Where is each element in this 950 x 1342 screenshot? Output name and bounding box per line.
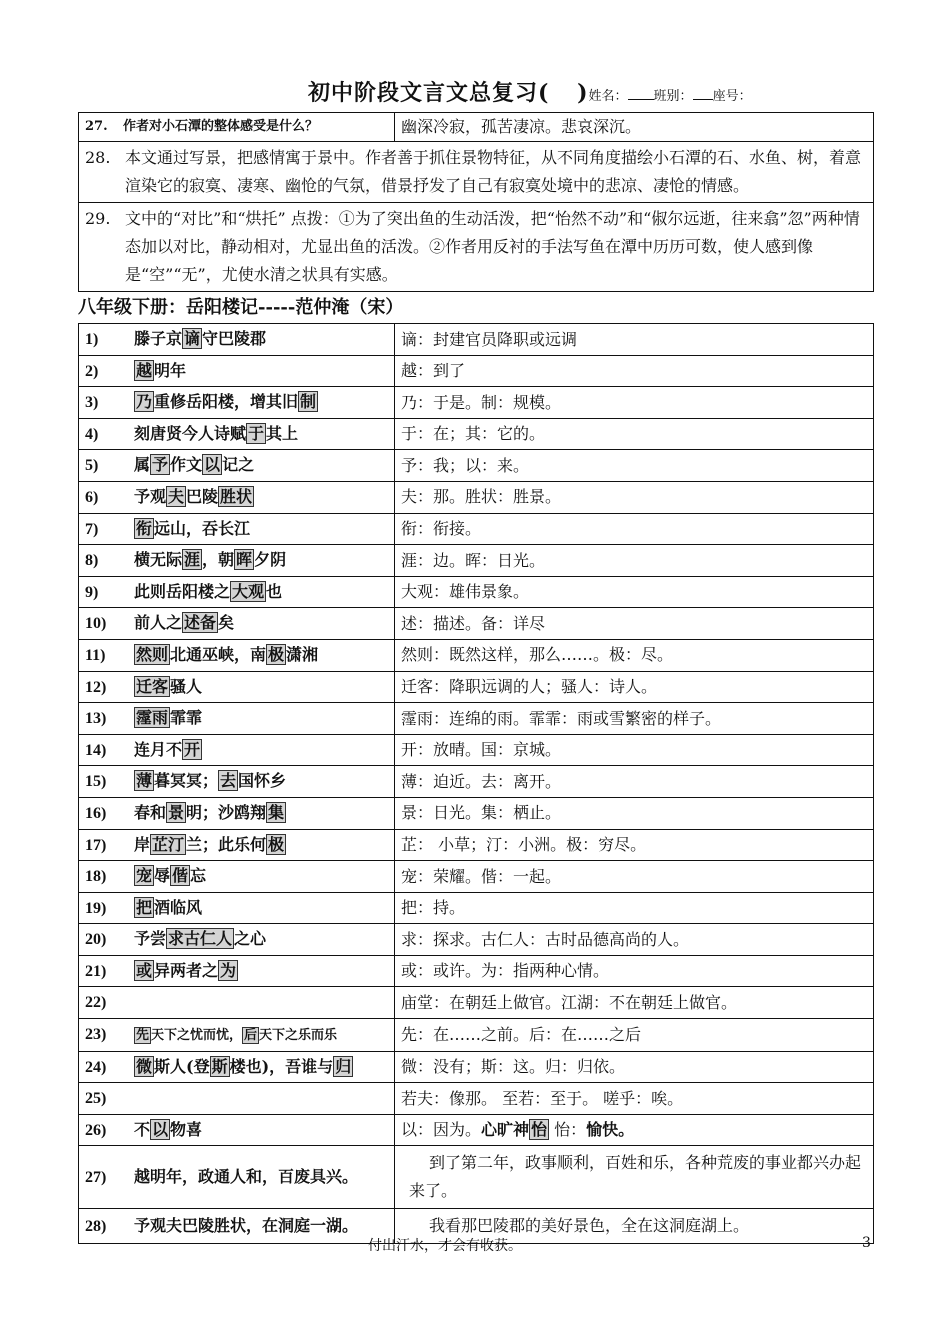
sentence-text xyxy=(134,360,186,381)
sentence-text xyxy=(134,707,202,728)
sentence-cell xyxy=(79,324,395,356)
sentence-cell xyxy=(79,513,395,545)
explanation-cell: 于：在；其：它的。 xyxy=(395,418,874,450)
question-cell: 27. 作者对小石潭的整体感受是什么？ xyxy=(79,113,395,142)
explanation-cell: 把：持。 xyxy=(395,892,874,924)
sentence-cell xyxy=(79,955,395,987)
sentence-cell xyxy=(79,1019,395,1052)
text-fragment: 天下之忧而忧， xyxy=(151,1028,243,1044)
table-row xyxy=(79,450,874,482)
highlighted-word: 以 xyxy=(152,1119,169,1139)
text-fragment: 此则岳阳楼之 xyxy=(134,581,231,601)
page-footer xyxy=(0,1235,950,1255)
text-fragment: 霏霏 xyxy=(170,708,203,728)
explanation-cell: 景：日光。集：栖止。 xyxy=(395,797,874,829)
highlighted-word: 衔 xyxy=(136,518,153,538)
explanation-cell: 求：探求。古仁人：古时品德高尚的人。 xyxy=(395,924,874,956)
row-number: 2) xyxy=(85,362,99,380)
sentence-text xyxy=(134,391,318,412)
sentence-cell xyxy=(79,450,395,482)
sentence-cell xyxy=(79,1051,395,1083)
highlighted-word: 述备 xyxy=(184,613,217,633)
highlighted-word: 大观 xyxy=(232,581,265,601)
table-row xyxy=(79,955,874,987)
explanation-cell: 开：放晴。国：京城。 xyxy=(395,734,874,766)
table-row xyxy=(79,1083,874,1115)
highlighted-word: 景 xyxy=(168,802,185,822)
text-fragment: 物喜 xyxy=(170,1119,203,1139)
highlighted-word: 晖 xyxy=(236,550,253,570)
sentence-cell xyxy=(79,1114,395,1146)
table-row xyxy=(79,1114,874,1146)
text-fragment: 愉快。 xyxy=(586,1120,635,1140)
text-fragment: 予观 xyxy=(134,486,167,506)
sentence-text xyxy=(134,928,266,949)
table-row xyxy=(79,892,874,924)
sentence-text xyxy=(134,423,298,444)
highlighted-word: 然则 xyxy=(136,644,169,664)
table-row xyxy=(79,924,874,956)
text-fragment: 其上 xyxy=(266,423,299,443)
sentence-text xyxy=(134,612,234,633)
explanation-cell: 夫：那。胜状：胜景。 xyxy=(395,481,874,513)
table-row xyxy=(79,387,874,419)
row-number: 7) xyxy=(85,520,99,538)
explanation-cell: 大观：雄伟景象。 xyxy=(395,576,874,608)
row-number: 8) xyxy=(85,552,99,570)
highlighted-word: 偕 xyxy=(172,866,189,886)
explanation-cell: 宠：荣耀。偕：一起。 xyxy=(395,861,874,893)
sentence-text xyxy=(134,770,286,791)
highlighted-word: 把 xyxy=(136,897,153,917)
sentence-text: 予观夫巴陵胜状，在洞庭一湖。 xyxy=(134,1215,359,1235)
highlighted-word: 制 xyxy=(300,392,317,412)
highlighted-word: 胜状 xyxy=(220,486,253,506)
explanation-cell: 涯：边。晖：日光。 xyxy=(395,545,874,577)
table-row xyxy=(79,142,874,203)
table-row xyxy=(79,1019,874,1052)
table-row xyxy=(79,861,874,893)
highlighted-word: 薄 xyxy=(136,771,153,791)
text-fragment: 作文 xyxy=(170,455,203,475)
text-fragment: 明；沙鸥翔 xyxy=(186,802,267,822)
sentence-text xyxy=(134,897,202,918)
footer-motto: 付出汗水，才会有收获。 xyxy=(368,1238,522,1254)
table-row xyxy=(79,355,874,387)
text-fragment: ，朝 xyxy=(202,550,235,570)
highlighted-word: 宠 xyxy=(136,866,153,886)
sentence-text: 越明年，政通人和，百废具兴。 xyxy=(134,1166,359,1186)
sentence-cell xyxy=(79,924,395,956)
explanation-cell: 芷： 小草；汀：小洲。极：穷尽。 xyxy=(395,829,874,861)
explanation-cell: 衔：衔接。 xyxy=(395,513,874,545)
note-cell: 29. 文中的“对比”和“烘托” 点拨：①为了突出鱼的生动活泼，把“怡然不动”和“俶尔远逝，往来翕”忽”两种情态加以对比，静动相对，尤显出鱼的活泼。②作者用反衬的手法写鱼在潭中历历可数，使人感到像是“空”“无”，尤使水清之状具有实感。 xyxy=(79,203,874,292)
text-fragment: 巴陵 xyxy=(186,486,219,506)
row-number: 21) xyxy=(85,962,107,980)
xiaoshitan-review-table xyxy=(78,112,874,292)
highlighted-word: 越 xyxy=(136,360,153,380)
text-fragment: 刻唐贤今人诗赋 xyxy=(134,423,247,443)
highlighted-word: 为 xyxy=(220,960,237,980)
row-number: 13) xyxy=(85,710,107,728)
vocab-body xyxy=(79,324,874,1244)
section-title: 八年级下册：岳阳楼记-----范仲淹（宋） xyxy=(78,297,404,318)
text-fragment: 予尝 xyxy=(134,929,167,949)
highlighted-word: 开 xyxy=(184,739,201,759)
row-number: 5) xyxy=(85,457,99,475)
explanation-cell: 予：我；以：来。 xyxy=(395,450,874,482)
class-label: 班别： xyxy=(653,89,693,104)
sentence-text xyxy=(134,549,286,570)
sentence-cell xyxy=(79,861,395,893)
text-fragment: 夕阴 xyxy=(254,550,287,570)
highlighted-word: 集 xyxy=(268,802,285,822)
sentence-text xyxy=(134,486,254,507)
highlighted-word: 迁客 xyxy=(136,676,169,696)
table-row xyxy=(79,766,874,798)
row-number: 18) xyxy=(85,868,107,886)
row-number: 16) xyxy=(85,804,107,822)
table-row xyxy=(79,734,874,766)
sentence-cell xyxy=(79,734,395,766)
sentence-cell xyxy=(79,671,395,703)
text-fragment: 明年 xyxy=(154,360,187,380)
table-row xyxy=(79,1146,874,1209)
sentence-cell xyxy=(79,797,395,829)
row-number: 23) xyxy=(85,1026,107,1044)
text-fragment: 横无际 xyxy=(134,550,183,570)
highlighted-word: 微 xyxy=(136,1056,153,1076)
table-row xyxy=(79,1051,874,1083)
row-number: 6) xyxy=(85,488,99,506)
text-fragment: 天下之乐而乐 xyxy=(259,1028,338,1044)
sentence-text xyxy=(134,1027,337,1044)
class-blank xyxy=(693,89,713,100)
row-number: 1) xyxy=(85,331,99,348)
row-number: 4) xyxy=(85,425,99,443)
explanation-cell: 若夫：像那。 至若：至于。 嗟乎：唉。 xyxy=(395,1083,874,1115)
highlighted-word: 斯 xyxy=(211,1056,228,1076)
text-fragment: 滕子京 xyxy=(134,329,183,348)
document-page xyxy=(78,70,874,1244)
text-fragment: 兰；此乐何 xyxy=(186,834,267,854)
text-fragment: 忘 xyxy=(190,866,207,886)
highlighted-word: 夫 xyxy=(168,486,185,506)
text-fragment: 之心 xyxy=(234,929,267,949)
text-fragment: 心旷神 xyxy=(481,1120,530,1140)
table-row xyxy=(79,797,874,829)
sentence-cell xyxy=(79,387,395,419)
header xyxy=(78,70,874,112)
row-number: 14) xyxy=(85,741,107,759)
row-number: 12) xyxy=(85,678,107,696)
sentence-text xyxy=(134,454,254,475)
highlighted-word: 归 xyxy=(335,1056,352,1076)
table-row xyxy=(79,113,874,142)
sentence-cell xyxy=(79,639,395,671)
row-number: 20) xyxy=(85,931,107,949)
row-number: 25) xyxy=(85,1090,107,1108)
sentence-text xyxy=(134,518,250,539)
table-row xyxy=(79,418,874,450)
row-number: 26) xyxy=(85,1121,107,1139)
row-number: 11) xyxy=(85,646,106,664)
explanation-cell: 霪雨：连绵的雨。霏霏：雨或雪繁密的样子。 xyxy=(395,703,874,735)
seat-label: 座号： xyxy=(712,89,752,104)
text-fragment: 也 xyxy=(266,581,283,601)
table-row xyxy=(79,829,874,861)
text-fragment: 岸 xyxy=(134,834,151,854)
highlighted-word: 先 xyxy=(136,1028,150,1044)
sentence-cell xyxy=(79,481,395,513)
sentence-cell xyxy=(79,576,395,608)
sentence-text xyxy=(134,676,202,697)
row-number: 10) xyxy=(85,615,107,633)
table-row xyxy=(79,671,874,703)
sentence-text xyxy=(134,865,206,886)
sentence-cell xyxy=(79,1083,395,1115)
text-fragment: 春和 xyxy=(134,802,167,822)
table-row xyxy=(79,513,874,545)
table-row xyxy=(79,608,874,640)
explanation-cell: 微：没有；斯：这。归：归依。 xyxy=(395,1051,874,1083)
explanation-cell xyxy=(395,1114,874,1146)
explanation-cell: 先：在……之前。后：在……之后 xyxy=(395,1019,874,1052)
sentence-cell xyxy=(79,355,395,387)
table-row xyxy=(79,703,874,735)
highlighted-word: 极 xyxy=(268,834,285,854)
page-title: 初中阶段文言文总复习( )姓名： 班别： 座号： xyxy=(308,80,752,106)
name-label: 姓名： xyxy=(588,89,628,104)
sentence-text xyxy=(134,1119,202,1140)
highlighted-word: 涯 xyxy=(184,550,201,570)
table-row xyxy=(79,545,874,577)
text-fragment: 属 xyxy=(134,455,151,475)
table-row xyxy=(79,576,874,608)
row-number: 17) xyxy=(85,836,107,854)
page-number: 3 xyxy=(862,1235,871,1251)
highlighted-word: 去 xyxy=(220,771,237,791)
highlighted-word: 芷汀 xyxy=(152,834,185,854)
table-row xyxy=(79,324,874,356)
text-fragment: 远山，吞长江 xyxy=(154,518,251,538)
text-fragment: 前人之 xyxy=(134,613,183,633)
explanation-cell: 薄：迫近。去：离开。 xyxy=(395,766,874,798)
text-fragment: 不 xyxy=(134,1119,151,1139)
text-fragment: 守巴陵郡 xyxy=(202,329,267,348)
explanation-cell: 庙堂：在朝廷上做官。江湖：不在朝廷上做官。 xyxy=(395,987,874,1019)
sentence-text xyxy=(134,644,318,665)
yueyanglou-vocab-table xyxy=(78,323,874,1244)
sentence-cell xyxy=(79,545,395,577)
note-cell: 28. 本文通过写景，把感情寓于景中。作者善于抓住景物特征，从不同角度描绘小石潭的石、水鱼、树，着意渲染它的寂寞、凄寒、幽怆的气氛，借景抒发了自己有寂寞处境中的悲凉、凄怆的情感。 xyxy=(79,142,874,203)
highlighted-word: 于 xyxy=(248,423,265,443)
sentence-text xyxy=(134,328,266,349)
sentence-cell xyxy=(79,892,395,924)
sentence-cell xyxy=(79,829,395,861)
sentence-cell xyxy=(79,608,395,640)
row-number: 22) xyxy=(85,994,107,1012)
translation-cell: 我看那巴陵郡的美好景色，全在这洞庭湖上。 xyxy=(395,1209,874,1244)
sentence-cell xyxy=(79,987,395,1019)
highlighted-word: 霪雨 xyxy=(136,708,169,728)
highlighted-word: 予 xyxy=(152,455,169,475)
row-number: 28) xyxy=(85,1217,107,1235)
row-number: 9) xyxy=(85,583,99,601)
answer-cell: 幽深冷寂，孤苦凄凉。悲哀深沉。 xyxy=(395,113,874,142)
sentence-text xyxy=(134,739,202,760)
text-fragment: 重修岳阳楼，增其旧 xyxy=(154,392,299,412)
sentence-text xyxy=(134,960,238,981)
sentence-cell xyxy=(79,1146,395,1209)
highlighted-word: 或 xyxy=(136,960,153,980)
text-fragment: 以：因为。 xyxy=(401,1120,482,1140)
highlighted-word: 谪 xyxy=(184,329,201,348)
text-fragment: 连月不 xyxy=(134,739,183,759)
table-row xyxy=(79,481,874,513)
sentence-text xyxy=(134,802,286,823)
table-row xyxy=(79,203,874,292)
text-fragment: 异两者之 xyxy=(154,960,219,980)
explanation-cell: 述：描述。备：详尽 xyxy=(395,608,874,640)
table-row xyxy=(79,639,874,671)
text-fragment: 矣 xyxy=(218,613,235,633)
explanation-cell: 乃：于是。制：规模。 xyxy=(395,387,874,419)
text-fragment: 楼也)，吾谁与 xyxy=(229,1056,334,1076)
text-fragment: 国怀乡 xyxy=(238,771,287,791)
sentence-text xyxy=(134,581,282,602)
table-row xyxy=(79,987,874,1019)
text-fragment: 北通巫峡，南 xyxy=(170,644,267,664)
explanation-cell: 或：或许。为：指两种心情。 xyxy=(395,955,874,987)
name-blank xyxy=(628,89,654,100)
text-fragment: 暮冥冥； xyxy=(154,771,219,791)
highlighted-word: 怡 xyxy=(531,1120,548,1140)
highlighted-word: 后 xyxy=(244,1028,258,1044)
sentence-cell xyxy=(79,703,395,735)
highlighted-word: 极 xyxy=(268,644,285,664)
sentence-text xyxy=(134,1056,353,1077)
text-fragment: 辱 xyxy=(154,866,171,886)
highlighted-word: 求古仁人 xyxy=(168,929,233,949)
sentence-cell xyxy=(79,418,395,450)
highlighted-word: 以 xyxy=(204,455,221,475)
text-fragment: 酒临风 xyxy=(154,897,203,917)
text-fragment: 斯人(登 xyxy=(154,1056,210,1076)
row-number: 3) xyxy=(85,394,99,412)
explanation-cell: 迁客：降职远调的人；骚人：诗人。 xyxy=(395,671,874,703)
explanation-cell: 然则：既然这样，那么……。极：尽。 xyxy=(395,639,874,671)
row-number: 24) xyxy=(85,1058,107,1076)
highlighted-word: 乃 xyxy=(136,392,153,412)
sentence-text xyxy=(134,834,286,855)
row-number: 19) xyxy=(85,899,107,917)
row-number: 15) xyxy=(85,773,107,791)
text-fragment: 潇湘 xyxy=(286,644,319,664)
translation-cell: 到了第二年，政事顺利，百姓和乐，各种荒废的事业都兴办起来了。 xyxy=(395,1146,874,1209)
text-fragment: 骚人 xyxy=(170,676,203,696)
text-fragment: 怡： xyxy=(549,1120,587,1140)
explanation-cell: 越：到了 xyxy=(395,355,874,387)
row-number: 27) xyxy=(85,1168,107,1186)
sentence-cell xyxy=(79,766,395,798)
explanation-cell: 谪：封建官员降职或远调 xyxy=(395,324,874,356)
text-fragment: 记之 xyxy=(222,455,255,475)
